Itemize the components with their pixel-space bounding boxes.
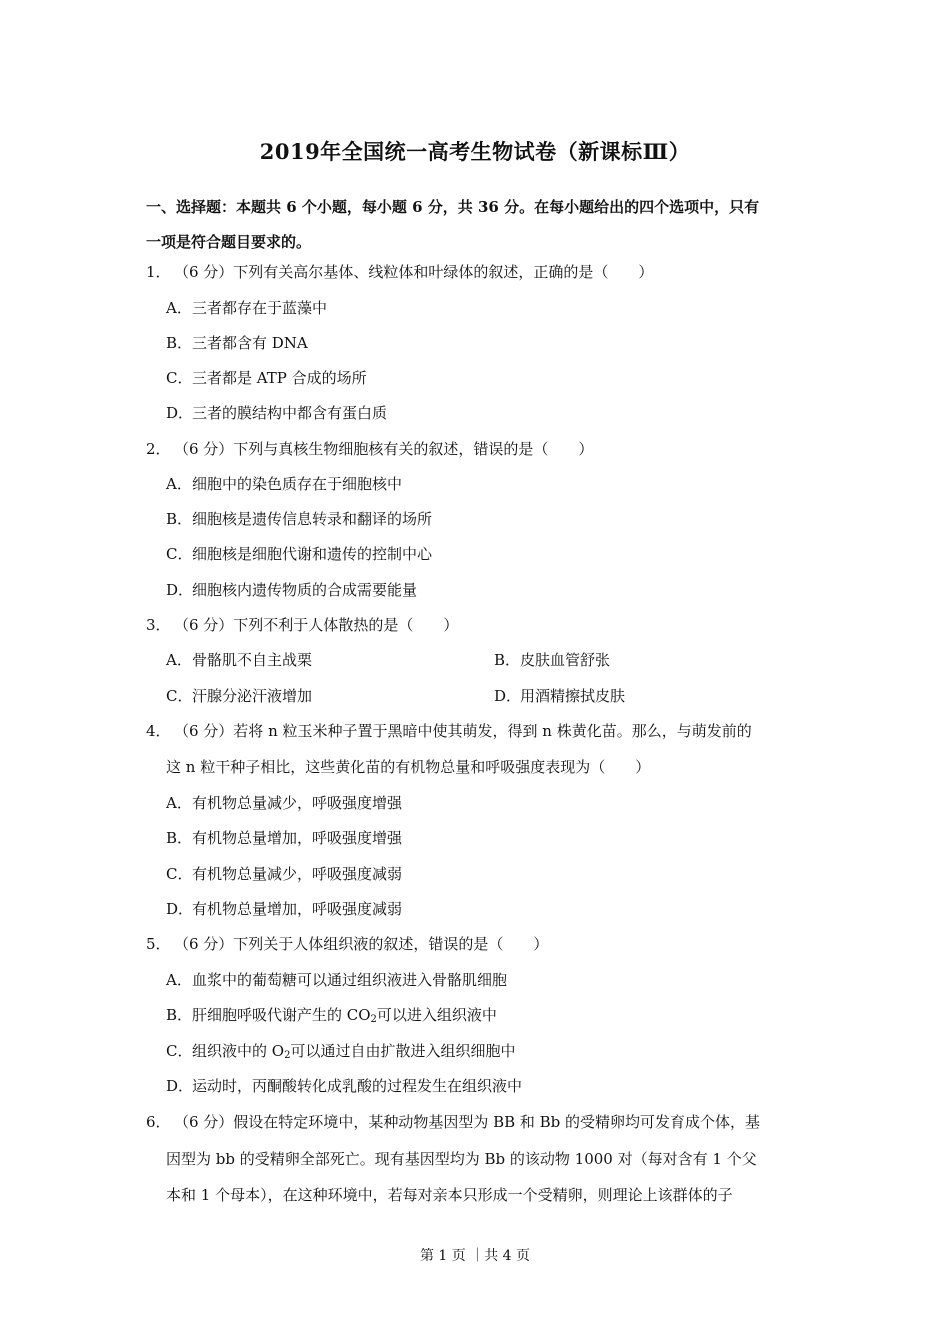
section-heading-line-2: 一项是符合题目要求的。 [146, 233, 312, 251]
question-number: 1． [146, 263, 171, 281]
page-footer: 第 1 页 ｜共 4 页 [419, 1248, 531, 1264]
question-2-option-c: C．细胞核是细胞代谢和遗传的控制中心 [166, 545, 433, 563]
question-4-option-a: A．有机物总量减少，呼吸强度增强 [166, 794, 403, 812]
question-5-option-d: D．运动时，丙酮酸转化成乳酸的过程发生在组织液中 [166, 1077, 523, 1095]
question-5-option-a: A．血浆中的葡萄糖可以通过组织液进入骨骼肌细胞 [166, 971, 508, 989]
question-6-stem-line-3: 本和 1 个母本），在这种环境中，若每对亲本只形成一个受精卵，则理论上该群体的子 [166, 1186, 733, 1204]
question-1-stem [146, 262, 653, 282]
question-5-option-c: C．组织液中的 $O_2$可以通过自由扩散进入组织细胞中 [166, 1042, 516, 1061]
question-5-option-b: B．肝细胞呼吸代谢产生的 $CO_2$可以进入组织液中 [166, 1006, 497, 1025]
section-heading-line-1: 一、选择题：本题共 6 个小题，每小题 6 分，共 36 分。在每小题给出的四个选项中，只有 [146, 198, 760, 216]
question-2-stem: 2． （6 分）下列与真核生物细胞核有关的叙述，错误的是（ ） [146, 440, 594, 458]
question-6-stem-line-2: 因型为 bb 的受精卵全部死亡。现有基因型均为 Bb 的该动物 1000 对（每对含有 1 个父 [166, 1150, 757, 1168]
question-text: （6 分）下列有关高尔基体、线粒体和叶绿体的叙述，正确的是（ ） [174, 263, 654, 281]
question-4-option-c: C．有机物总量减少，呼吸强度减弱 [166, 865, 403, 883]
question-3-stem: 3． （6 分）下列不利于人体散热的是（ ） [146, 616, 459, 634]
question-3-option-c: C．汗腺分泌汗液增加 [166, 687, 313, 705]
question-6-stem: 6． （6 分）假设在特定环境中，某种动物基因型为 BB 和 Bb 的受精卵均可发育成个体，基 [146, 1113, 761, 1131]
question-4-option-b: B．有机物总量增加，呼吸强度增强 [166, 829, 403, 847]
question-2-option-d: D．细胞核内遗传物质的合成需要能量 [166, 581, 418, 599]
question-3-option-a: A．骨骼肌不自主战栗 [166, 651, 313, 669]
question-3-option-d: D．用酒精擦拭皮肤 [494, 687, 626, 705]
question-2-option-b: B．细胞核是遗传信息转录和翻译的场所 [166, 510, 433, 528]
question-1-option-a: A．三者都存在于蓝藻中 [166, 299, 328, 317]
question-2-option-a: A．细胞中的染色质存在于细胞核中 [166, 475, 403, 493]
question-1-option-b: B．三者都含有 DNA [166, 334, 308, 352]
question-4-option-d: D．有机物总量增加，呼吸强度减弱 [166, 900, 403, 918]
page-title: 2019年全国统一高考生物试卷（新课标Ⅲ） [259, 139, 691, 164]
question-1-option-c: C．三者都是 ATP 合成的场所 [166, 369, 367, 387]
question-1-option-d: D．三者的膜结构中都含有蛋白质 [166, 404, 388, 422]
question-3-option-b: B．皮肤血管舒张 [494, 651, 611, 669]
question-5-stem: 5． （6 分）下列关于人体组织液的叙述，错误的是（ ） [146, 935, 549, 953]
section-heading [146, 190, 814, 260]
question-4-stem: 4． （6 分）若将 n 粒玉米种子置于黑暗中使其萌发，得到 n 株黄化苗。那么，与萌发前的 [146, 722, 752, 740]
question-4-stem-line-2: 这 n 粒干种子相比，这些黄化苗的有机物总量和呼吸强度表现为（ ） [166, 758, 651, 776]
